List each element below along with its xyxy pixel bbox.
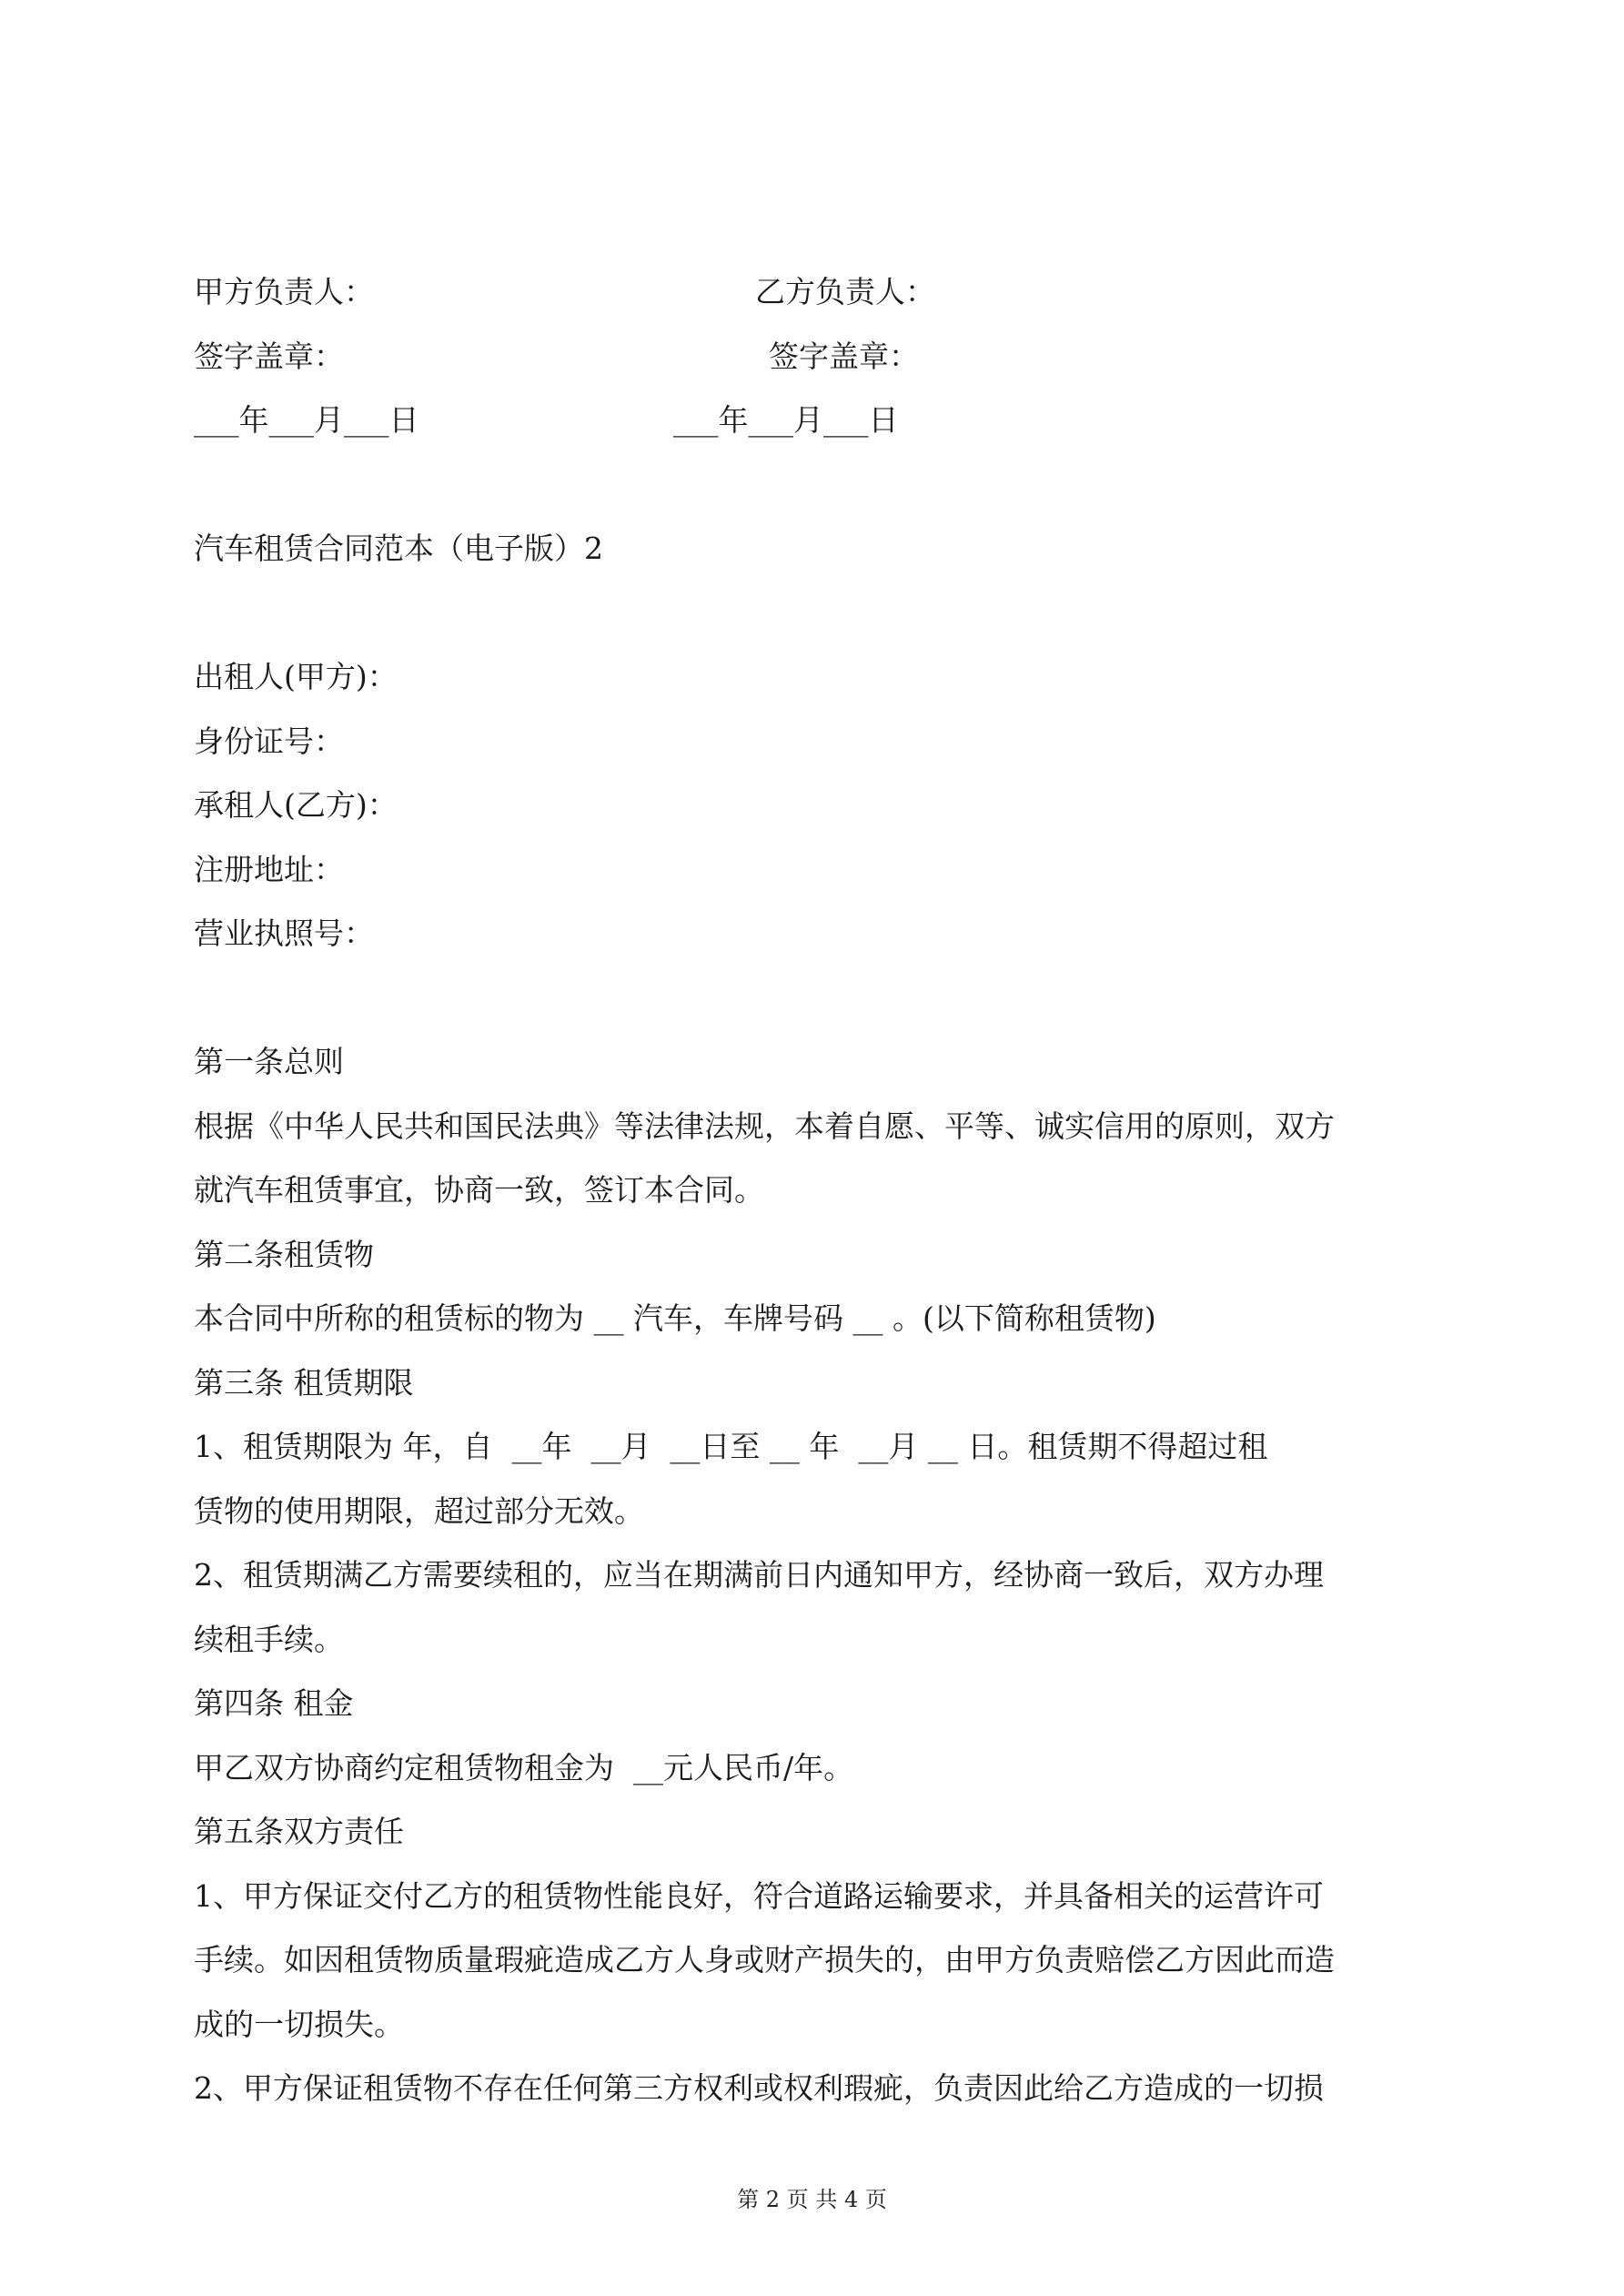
lessor-label: 出租人(甲方)： (194, 659, 398, 694)
article-3-item-2-line-1: 2、租赁期满乙方需要续租的，应当在期满前日内通知甲方，经协商一致后，双方办理 (194, 1557, 1324, 1593)
article-5-item-1-line-2: 手续。如因租赁物质量瑕疵造成乙方人身或财产损失的，由甲方负责赔偿乙方因此而造 (194, 1942, 1335, 1977)
article-5-heading: 第五条双方责任 (194, 1814, 404, 1849)
party-a-date: ___年___月___日 (194, 402, 419, 438)
registered-address-label: 注册地址： (194, 852, 344, 887)
article-2-heading: 第二条租赁物 (194, 1237, 374, 1272)
article-3-item-1-line-1: 1、租赁期限为 年，自 __年 __月 __日至 __ 年 __月 __ 日。租赁期不得超过租 (194, 1429, 1268, 1464)
article-3-heading: 第三条 租赁期限 (194, 1365, 414, 1401)
party-a-signer-label: 甲方负责人： (194, 274, 374, 309)
business-license-label: 营业执照号： (194, 915, 374, 951)
party-b-signer-label: 乙方负责人： (755, 274, 935, 309)
article-5-item-1-line-3: 成的一切损失。 (194, 2007, 404, 2042)
article-3-item-1-line-2: 赁物的使用期限，超过部分无效。 (194, 1493, 644, 1529)
article-4-heading: 第四条 租金 (194, 1685, 354, 1721)
article-1-text-line-2: 就汽车租赁事宜，协商一致，签订本合同。 (194, 1172, 764, 1208)
article-1-heading: 第一条总则 (194, 1044, 344, 1079)
article-2-text: 本合同中所称的租赁标的物为 __ 汽车，车牌号码 __ 。(以下简称租赁物) (194, 1300, 1156, 1336)
contract-title: 汽车租赁合同范本（电子版）2 (194, 531, 603, 566)
party-a-seal-label: 签字盖章： (194, 339, 344, 374)
id-number-label: 身份证号： (194, 723, 344, 759)
article-5-item-2-line-1: 2、甲方保证租赁物不存在任何第三方权利或权利瑕疵，负责因此给乙方造成的一切损 (194, 2070, 1324, 2106)
article-1-text-line-1: 根据《中华人民共和国民法典》等法律法规，本着自愿、平等、诚实信用的原则，双方 (194, 1108, 1335, 1144)
party-b-date: ___年___月___日 (673, 402, 899, 438)
article-3-item-2-line-2: 续租手续。 (194, 1622, 344, 1657)
article-5-item-1-line-1: 1、甲方保证交付乙方的租赁物性能良好，符合道路运输要求，并具备相关的运营许可 (194, 1878, 1324, 1914)
lessee-label: 承租人(乙方)： (194, 787, 398, 823)
party-b-seal-label: 签字盖章： (769, 339, 919, 374)
article-4-text: 甲乙双方协商约定租赁物租金为 __元人民币/年。 (194, 1750, 854, 1785)
page-number-footer: 第 2 页 共 4 页 (737, 2187, 887, 2212)
